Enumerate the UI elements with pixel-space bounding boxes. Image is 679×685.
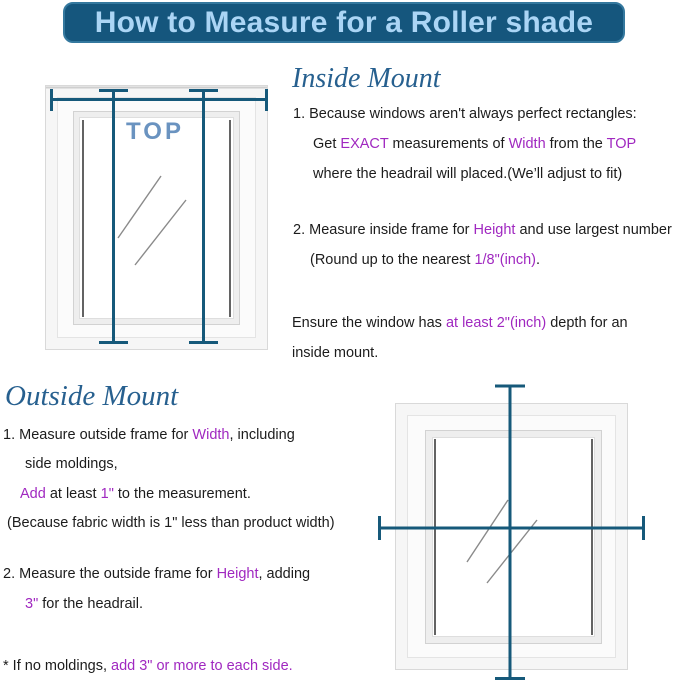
outside-mount-heading: Outside Mount [5, 380, 179, 412]
outside-item2-line2: 3" for the headrail. [25, 596, 144, 612]
outside-mount-window-illustration [372, 378, 679, 685]
inside-item1-line1: 1. Because windows aren't always perfect rectangles: [293, 106, 637, 122]
outside-item1-line3: Add at least 1" to the measurement. [20, 486, 251, 502]
outside-note: * If no moldings, add 3" or more to each side. [3, 658, 293, 674]
outside-item1-line1: 1. Measure outside frame for Width, including [3, 427, 295, 443]
outside-item1-line4: (Because fabric width is 1" less than product width) [7, 515, 335, 531]
title-banner [63, 2, 625, 43]
inside-ensure-line2: inside mount. [292, 345, 379, 361]
inside-mount-heading: Inside Mount [292, 63, 441, 94]
inside-item2-line1: 2. Measure inside frame for Height and use largest number [293, 222, 672, 238]
outside-item2-line1: 2. Measure the outside frame for Height, adding [3, 566, 311, 582]
outside-item1-line2: side moldings, [25, 456, 118, 472]
page-title: How to Measure for a Roller shade [94, 5, 594, 39]
inside-item2-line2: (Round up to the nearest 1/8"(inch). [310, 252, 541, 268]
inside-ensure-line1: Ensure the window has at least 2"(inch) depth for an [292, 315, 628, 331]
inside-mount-window-illustration [28, 78, 290, 370]
inside-item1-line2: Get EXACT measurements of Width from the TOP [313, 136, 637, 152]
inside-item1-line3: where the headrail will placed.(We’ll adjust to fit) [313, 166, 623, 182]
top-label: TOP [126, 118, 184, 145]
